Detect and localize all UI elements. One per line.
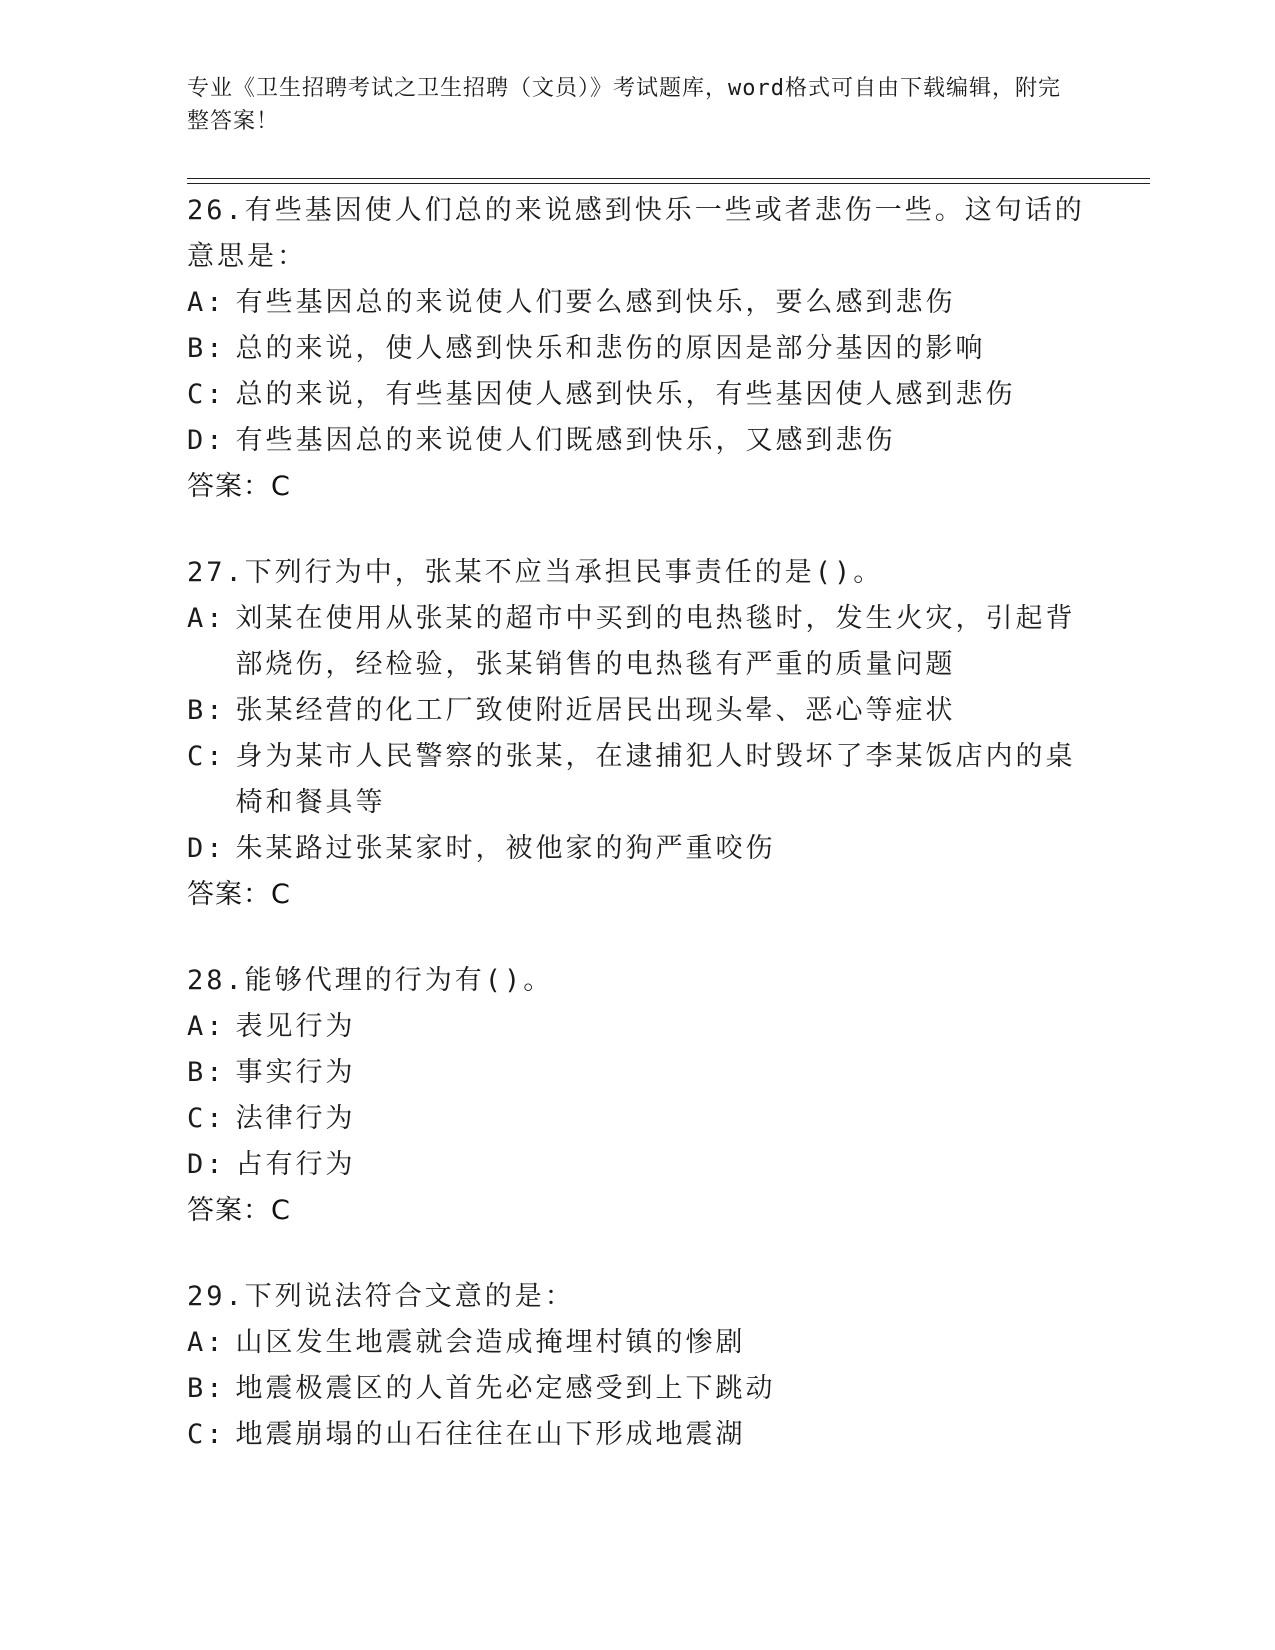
question-28 xyxy=(187,958,1087,1234)
option-letter: C: xyxy=(187,1103,226,1134)
option-text: 刘某在使用从张某的超市中买到的电热毯时，发生火灾，引起背部烧伤，经检验，张某销售的电热毯有严重的质量问题 xyxy=(235,603,1076,680)
question-stem: 29.下列说法符合文意的是： xyxy=(187,1281,575,1312)
question-27 xyxy=(187,550,1087,918)
option-text: 占有行为 xyxy=(235,1149,356,1180)
option-letter: A: xyxy=(187,287,226,318)
question-stem: 26.有些基因使人们总的来说感到快乐一些或者悲伤一些。这句话的意思是： xyxy=(187,195,1085,272)
option-letter: A: xyxy=(187,603,226,634)
option-letter: C: xyxy=(187,741,226,772)
option-text: 事实行为 xyxy=(235,1057,356,1088)
header-divider-bottom xyxy=(187,183,1150,184)
question-list xyxy=(187,188,1087,1498)
option-c xyxy=(187,1412,1087,1458)
option-c xyxy=(187,734,1087,826)
option-b xyxy=(187,1050,1087,1096)
question-26 xyxy=(187,188,1087,510)
option-letter: C: xyxy=(187,379,226,410)
question-29 xyxy=(187,1274,1087,1458)
option-text: 总的来说，有些基因使人感到快乐，有些基因使人感到悲伤 xyxy=(235,379,1016,410)
option-letter: D: xyxy=(187,833,226,864)
option-text: 有些基因总的来说使人们既感到快乐，又感到悲伤 xyxy=(235,425,896,456)
header-divider-top xyxy=(187,178,1150,179)
option-letter: A: xyxy=(187,1327,226,1358)
option-text: 张某经营的化工厂致使附近居民出现头晕、恶心等症状 xyxy=(235,695,956,726)
answer-line: 答案：C xyxy=(187,471,291,502)
option-text: 山区发生地震就会造成掩埋村镇的惨剧 xyxy=(235,1327,746,1358)
option-text: 身为某市人民警察的张某，在逮捕犯人时毁坏了李某饭店内的桌椅和餐具等 xyxy=(235,741,1076,818)
option-letter: B: xyxy=(187,333,226,364)
option-d xyxy=(187,826,1087,872)
option-letter: A: xyxy=(187,1011,226,1042)
option-text: 总的来说，使人感到快乐和悲伤的原因是部分基因的影响 xyxy=(235,333,986,364)
option-a xyxy=(187,1320,1087,1366)
option-c xyxy=(187,372,1087,418)
option-letter: B: xyxy=(187,1373,226,1404)
option-d xyxy=(187,1142,1087,1188)
option-c xyxy=(187,1096,1087,1142)
option-text: 地震极震区的人首先必定感受到上下跳动 xyxy=(235,1373,776,1404)
option-a xyxy=(187,1004,1087,1050)
option-text: 有些基因总的来说使人们要么感到快乐，要么感到悲伤 xyxy=(235,287,956,318)
option-b xyxy=(187,1366,1087,1412)
option-letter: B: xyxy=(187,695,226,726)
option-a xyxy=(187,280,1087,326)
option-text: 朱某路过张某家时，被他家的狗严重咬伤 xyxy=(235,833,776,864)
option-letter: D: xyxy=(187,425,226,456)
answer-line: 答案：C xyxy=(187,1195,291,1226)
option-d xyxy=(187,418,1087,464)
question-stem: 28.能够代理的行为有()。 xyxy=(187,965,554,996)
option-text: 表见行为 xyxy=(235,1011,356,1042)
option-a xyxy=(187,596,1087,688)
answer-line: 答案：C xyxy=(187,879,291,910)
option-letter: B: xyxy=(187,1057,226,1088)
option-b xyxy=(187,326,1087,372)
option-letter: D: xyxy=(187,1149,226,1180)
question-stem: 27.下列行为中，张某不应当承担民事责任的是()。 xyxy=(187,557,884,588)
option-text: 地震崩塌的山石往往在山下形成地震湖 xyxy=(235,1419,746,1450)
document-header: 专业《卫生招聘考试之卫生招聘（文员）》考试题库，word格式可自由下载编辑，附完整答案！ xyxy=(187,76,1061,134)
option-letter: C: xyxy=(187,1419,226,1450)
option-text: 法律行为 xyxy=(235,1103,356,1134)
option-b xyxy=(187,688,1087,734)
